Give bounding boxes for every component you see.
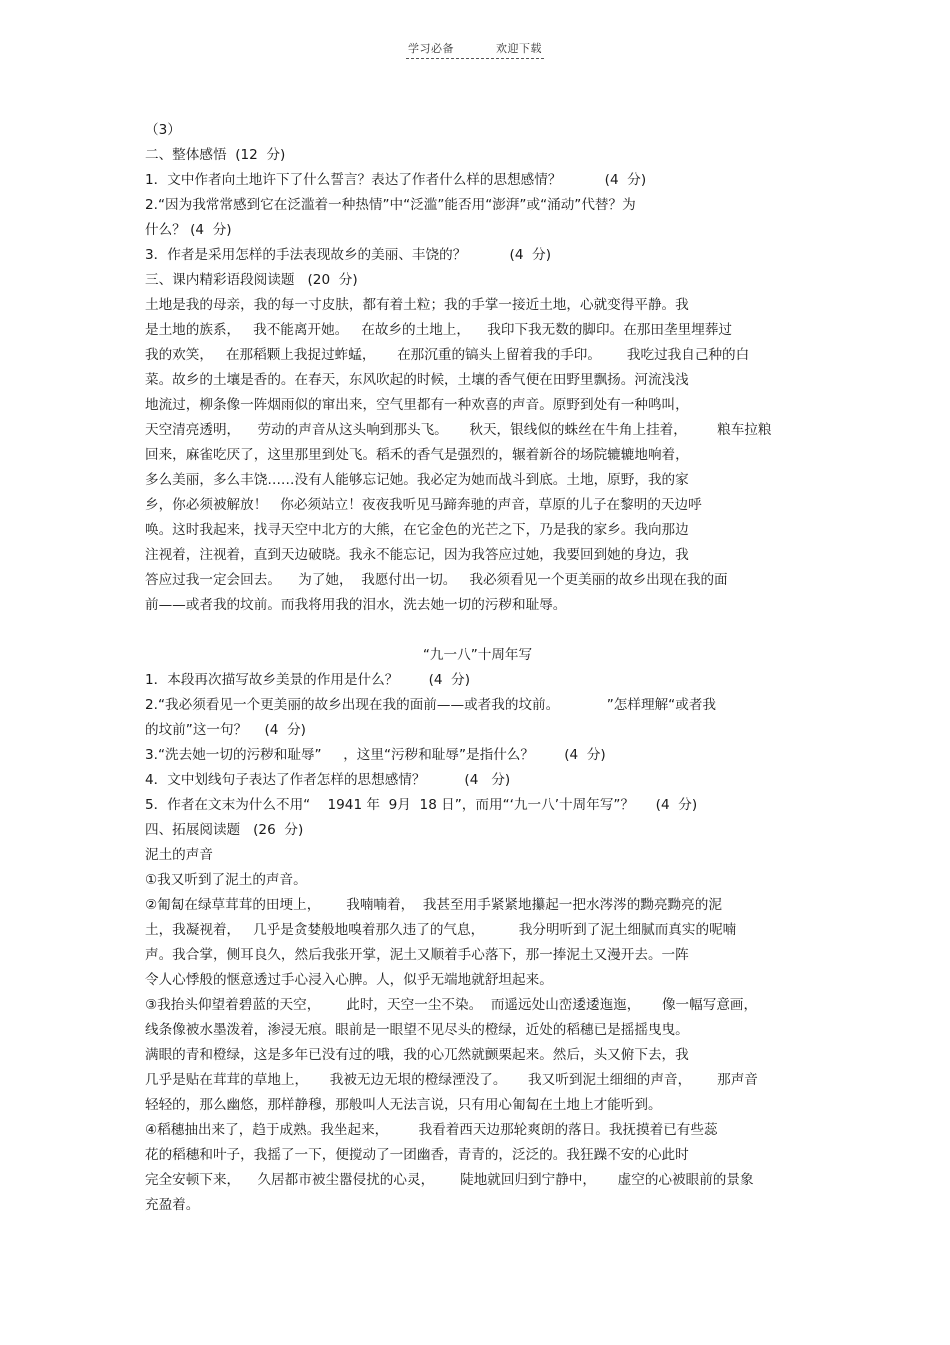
text-line: 回来，麻雀吃厌了，这里那里到处飞。稻禾的香气是强烈的，辗着新谷的场院辘辘地响着， — [145, 447, 689, 463]
text-line: 地流过，柳条像一阵烟雨似的窜出来，空气里都有一种欢喜的声音。原野到处有一种鸣叫， — [145, 397, 689, 413]
text-line: 土，我凝视着， 几乎是贪婪般地嗅着那久违了的气息， 我分明听到了泥土细腻而真实的呢喃 — [145, 922, 737, 938]
text-line: 注视着，注视着，直到天边破晓。我永不能忘记，因为我答应过她，我要回到她的身边，我 — [145, 547, 689, 563]
header-right-text: 欢迎下载 — [496, 42, 542, 55]
header-left-text: 学习必备 — [408, 42, 454, 55]
text-line: 令人心悸般的惬意透过手心浸入心脾。人，似乎无端地就舒坦起来。 — [145, 972, 553, 988]
text-line: 的坟前”这一句？ (4 分) — [145, 722, 306, 738]
text-line: 唤。这时我起来，找寻天空中北方的大熊，在它金色的光芒之下，乃是我的家乡。我向那边 — [145, 522, 689, 538]
text-line: ④稻穗抽出来了，趋于成熟。我坐起来， 我看着西天边那轮爽朗的落日。我抚摸着已有些蕊 — [145, 1122, 718, 1138]
text-line: 几乎是贴在茸茸的草地上， 我被无边无垠的橙绿湮没了。 我又听到泥土细细的声音， 那声音 — [145, 1072, 758, 1088]
text-line: ②匍匐在绿草茸茸的田埂上， 我喃喃着， 我甚至用手紧紧地攥起一把水涔涔的黝亮黝亮的泥 — [145, 897, 722, 913]
text-line: “九一八”十周年写 — [422, 647, 533, 663]
text-line: 2.“因为我常常感到它在泛滥着一种热情”中“泛滥”能否用“澎湃”或“涌动”代替？为 — [145, 197, 636, 213]
text-line: 菜。故乡的土壤是香的。在春天，东风吹起的时候，土壤的香气便在田野里飘扬。河流浅浅 — [145, 372, 689, 388]
text-line: 答应过我一定会回去。 为了她， 我愿付出一切。 我必须看见一个更美丽的故乡出现在我的面 — [145, 572, 728, 588]
text-line: 2.“我必须看见一个更美丽的故乡出现在我的面前——或者我的坟前。 ”怎样理解“或者我 — [145, 697, 717, 713]
page-header — [0, 40, 950, 59]
text-line: 三、课内精彩语段阅读题 (20 分) — [145, 272, 358, 288]
text-line: 二、整体感悟 (12 分) — [145, 147, 286, 163]
text-line: 4．文中划线句子表达了作者怎样的思想感情？ (4 分) — [145, 772, 511, 788]
text-line: 什么？ (4 分) — [145, 222, 232, 238]
text-line: 天空清亮透明， 劳动的声音从这头响到那头飞。 秋天，银线似的蛛丝在牛角上挂着， 粮车拉粮 — [145, 422, 772, 438]
text-line: ③我抬头仰望着碧蓝的天空， 此时，天空一尘不染。 而遥远处山峦逶逶迤迤， 像一幅写意画， — [145, 997, 758, 1013]
text-line: 1．本段再次描写故乡美景的作用是什么？ (4 分) — [145, 672, 471, 688]
text-line: ①我又听到了泥土的声音。 — [145, 872, 307, 888]
text-line: 1．文中作者向土地许下了什么誓言？表达了作者什么样的思想感情？ (4 分) — [145, 172, 647, 188]
text-line: 是土地的族系， 我不能离开她。 在故乡的土地上， 我印下我无数的脚印。在那田垄里埋葬过 — [145, 322, 732, 338]
text-line: 泥土的声音 — [145, 847, 213, 863]
text-line: 四、拓展阅读题 (26 分) — [145, 822, 304, 838]
header-banner — [406, 40, 544, 59]
text-line: 5．作者在文末为什么不用“ 1941 年 9月 18 日”，而用“‘九一八’十周年写”？ (4 分) — [145, 797, 698, 813]
text-line: （3） — [145, 122, 181, 138]
text-line: 3.“洗去她一切的污秽和耻辱” ，这里“污秽和耻辱”是指什么？ (4 分) — [145, 747, 606, 763]
text-line: 充盈着。 — [145, 1197, 200, 1213]
text-line: 轻轻的，那么幽悠，那样静穆，那般叫人无法言说，只有用心匍匐在土地上才能听到。 — [145, 1097, 662, 1113]
text-line: 我的欢笑， 在那稻颗上我捉过蚱蜢， 在那沉重的镐头上留着我的手印。 我吃过我自己种的白 — [145, 347, 750, 363]
text-line: 前——或者我的坟前。而我将用我的泪水，洗去她一切的污秽和耻辱。 — [145, 597, 567, 613]
text-line — [145, 618, 810, 643]
text-line: 线条像被水墨泼着，渗浸无痕。眼前是一眼望不见尽头的橙绿，近处的稻穗已是摇摇曳曳。 — [145, 1022, 689, 1038]
document-body — [145, 118, 810, 1218]
text-line: 多么美丽，多么丰饶……没有人能够忘记她。我必定为她而战斗到底。土地，原野，我的家 — [145, 472, 689, 488]
text-line: 3．作者是采用怎样的手法表现故乡的美丽、丰饶的？ (4 分) — [145, 247, 552, 263]
text-line: 土地是我的母亲，我的每一寸皮肤，都有着土粒；我的手掌一接近土地，心就变得平静。我 — [145, 297, 689, 313]
text-line: 完全安顿下来， 久居都市被尘嚣侵扰的心灵， 陡地就回归到宁静中， 虚空的心被眼前的景象 — [145, 1172, 754, 1188]
text-line: 满眼的青和橙绿，这是多年已没有过的哦，我的心兀然就颤栗起来。然后，头又俯下去，我 — [145, 1047, 689, 1063]
text-line: 花的稻穗和叶子，我摇了一下，便搅动了一团幽香，青青的，泛泛的。我狂躁不安的心此时 — [145, 1147, 689, 1163]
text-line: 声。我合掌，侧耳良久，然后我张开掌，泥土又顺着手心落下，那一捧泥土又漫开去。一阵 — [145, 947, 689, 963]
text-line: 乡，你必须被解放！ 你必须站立！夜夜我听见马蹄奔驰的声音，草原的儿子在黎明的天边呼 — [145, 497, 702, 513]
